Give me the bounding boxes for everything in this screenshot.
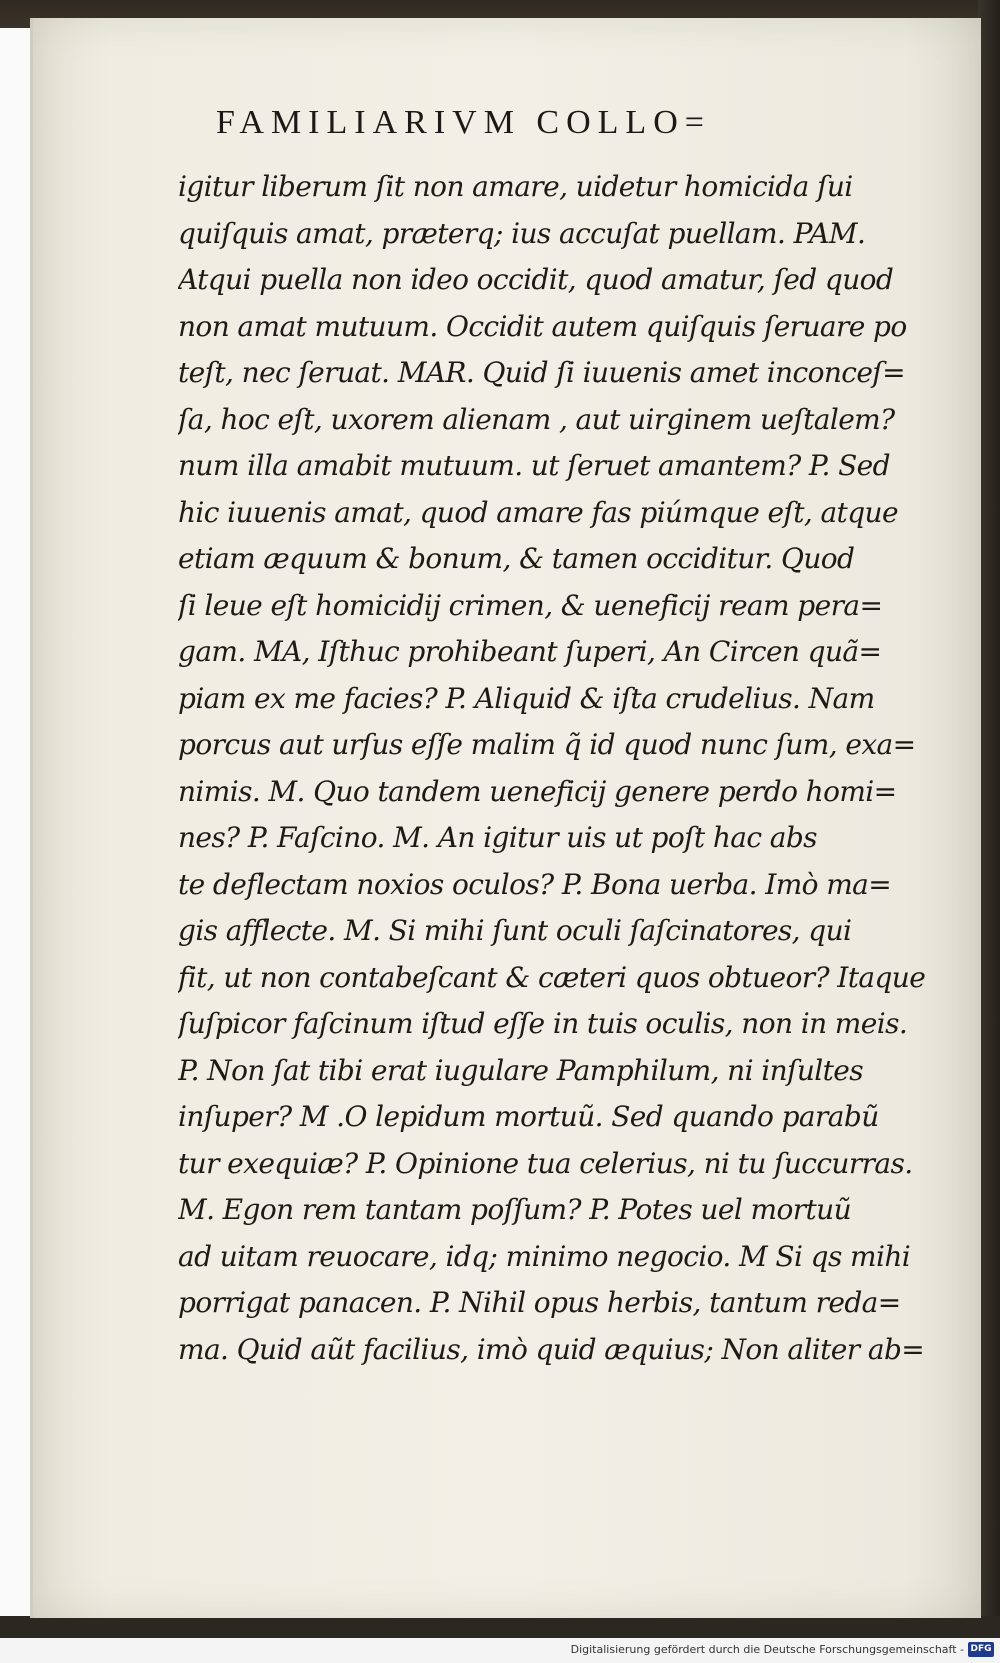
text-line: nimis. M. Quo tandem ueneficij genere perdo homi=	[178, 774, 897, 808]
text-line: ſuſpicor faſcinum iſtud eſſe in tuis oculis, non in meis.	[178, 1007, 908, 1040]
text-line: gam. MA, Iſthuc prohibeant ſuperi, An Circen quã=	[178, 635, 882, 668]
backing-board-right	[978, 0, 1000, 1640]
text-line: num illa amabit mutuum. ut ſeruet amantem? P. Sed	[178, 449, 890, 482]
text-line: Atqui puella non ideo occidit, quod amatur, ſed quod	[178, 263, 894, 296]
text-line: fit, ut non contabeſcant & cæteri quos obtueor? Itaque	[178, 960, 926, 994]
text-line: porcus aut urſus eſſe malim q̃ id quod nunc ſum, exa=	[178, 728, 916, 761]
text-line: P. Non ſat tibi erat iugulare Pamphilum, ni inſultes	[178, 1053, 864, 1087]
text-line: porrigat panacen. P. Nihil opus herbis, tantum reda=	[178, 1286, 901, 1319]
text-line: hic iuuenis amat, quod amare fas piúmque eſt, atque	[178, 495, 898, 529]
text-line: tur exequiæ? P. Opinione tua celerius, ni tu ſuccurras.	[178, 1146, 913, 1180]
running-head: FAMILIARIVM COLLO=	[216, 104, 711, 141]
text-line: M. Egon rem tantam poſſum? P. Potes uel mortuũ	[178, 1193, 852, 1226]
text-line: ſa, hoc eſt, uxorem alienam , aut uirginem ueſtalem?	[178, 402, 895, 436]
text-line: inſuper? M .O lepidum mortuũ. Sed quando parabũ	[178, 1100, 879, 1133]
text-line: nes? P. Faſcino. M. An igitur uis ut poſt hac abs	[178, 821, 817, 854]
text-line: ad uitam reuocare, idq; minimo negocio. M Si qs mihi	[178, 1239, 911, 1273]
body-text	[178, 164, 942, 1373]
text-line: non amat mutuum. Occidit autem quiſquis ſeruare po	[178, 309, 907, 343]
dfg-logo-icon: DFG	[968, 1642, 994, 1657]
text-line: ſi leue eſt homicidij crimen, & ueneficij ream pera=	[178, 588, 883, 622]
text-line: piam ex me facies? P. Aliquid & iſta crudelius. Nam	[178, 681, 875, 715]
text-line: igitur liberum ſit non amare, uidetur homicida ſui	[178, 170, 853, 203]
text-line: etiam æquum & bonum, & tamen occiditur. Quod	[178, 542, 855, 575]
text-line: te deflectam noxios oculos? P. Bona uerba. Imò ma=	[178, 867, 892, 901]
backing-board-bottom	[0, 1616, 1000, 1638]
text-line: gis afflecte. M. Si mihi ſunt oculi ſaſcinatores, qui	[178, 914, 852, 947]
text-line: teſt, nec ſeruat. MAR. Quid ſi iuuenis amet inconceſ=	[178, 356, 905, 389]
text-line: quiſquis amat, præterq; ius accuſat puellam. PAM.	[178, 216, 866, 250]
text-line: ma. Quid aũt facilius, imò quid æquius; Non aliter ab=	[178, 1332, 925, 1366]
digitization-credit: Digitalisierung gefördert durch die Deutsche Forschungsgemeinschaft -	[570, 1643, 964, 1656]
